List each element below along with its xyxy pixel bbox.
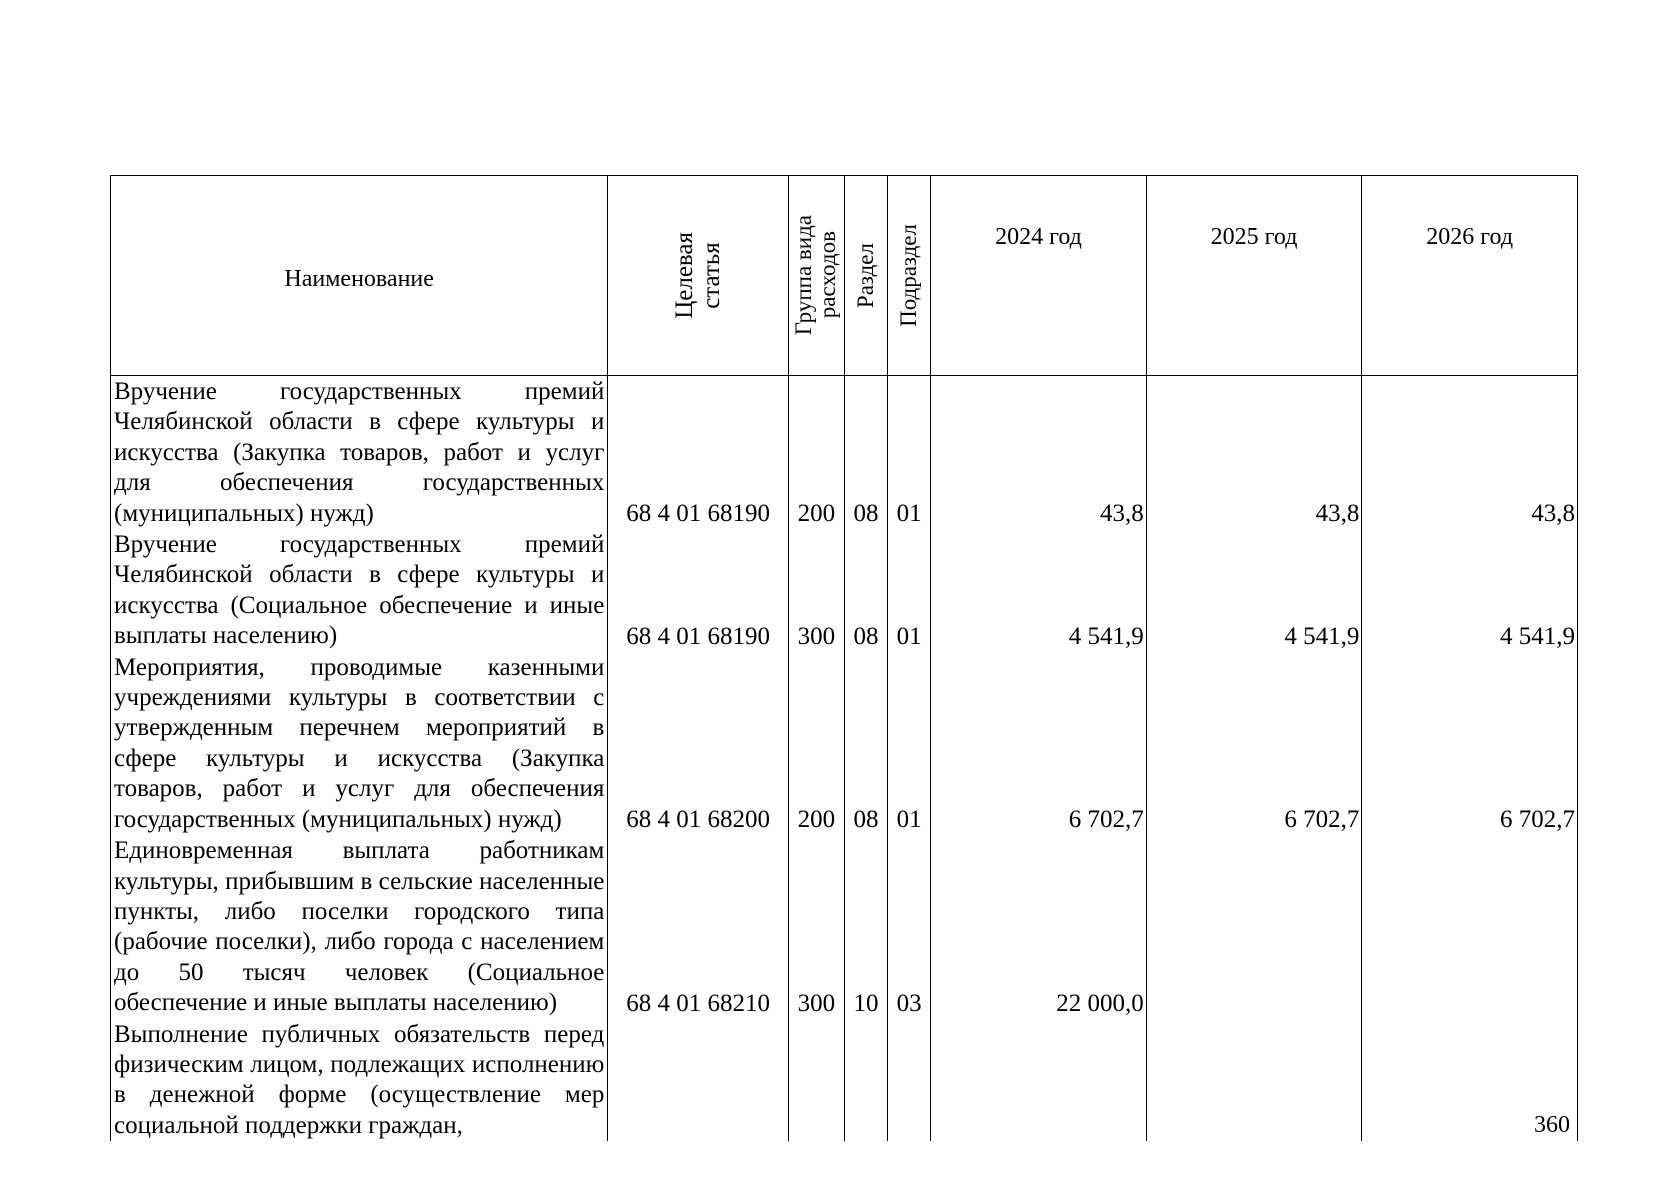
table-row bbox=[111, 376, 1578, 530]
header-section: Раздел bbox=[853, 242, 879, 309]
header-year-2026: 2026 год bbox=[1362, 176, 1578, 376]
row-amount-2025: 43,8 bbox=[1146, 376, 1362, 530]
row-target-article: 68 4 01 68190 bbox=[608, 529, 788, 652]
row-expense-group: 300 bbox=[788, 529, 844, 652]
row-subsection: 01 bbox=[888, 376, 931, 530]
row-target-article: 68 4 01 68200 bbox=[608, 652, 788, 835]
row-subsection bbox=[888, 1019, 931, 1142]
row-amount-2024: 22 000,0 bbox=[931, 835, 1147, 1018]
row-name: Вручение государственных премий Челябинской области в сфере культуры и искусства (Социальное обеспечение и иные выплаты населению) bbox=[111, 529, 608, 652]
header-subsection: Подраздел bbox=[896, 224, 922, 327]
row-target-article: 68 4 01 68190 bbox=[608, 376, 788, 530]
row-expense-group: 200 bbox=[788, 652, 844, 835]
table-header-row bbox=[111, 176, 1578, 376]
row-section: 08 bbox=[844, 652, 887, 835]
row-name: Выполнение публичных обязательств перед физическим лицом, подлежащих исполнению в денежной форме (осуществление мер социальной поддержки граждан, bbox=[111, 1019, 608, 1142]
row-amount-2026: 43,8 bbox=[1362, 376, 1578, 530]
row-amount-2024: 43,8 bbox=[931, 376, 1147, 530]
row-expense-group: 300 bbox=[788, 835, 844, 1018]
row-amount-2025 bbox=[1146, 1019, 1362, 1142]
header-year-2025: 2025 год bbox=[1146, 176, 1362, 376]
row-target-article: 68 4 01 68210 bbox=[608, 835, 788, 1018]
row-section: 08 bbox=[844, 376, 887, 530]
row-expense-group: 200 bbox=[788, 376, 844, 530]
row-amount-2026: 4 541,9 bbox=[1362, 529, 1578, 652]
row-amount-2024: 6 702,7 bbox=[931, 652, 1147, 835]
row-section: 08 bbox=[844, 529, 887, 652]
row-amount-2026: 6 702,7 bbox=[1362, 652, 1578, 835]
row-amount-2025: 6 702,7 bbox=[1146, 652, 1362, 835]
row-section bbox=[844, 1019, 887, 1142]
header-expense-group-cell bbox=[788, 176, 844, 376]
row-subsection: 03 bbox=[888, 835, 931, 1018]
header-target-article: Целевая статья bbox=[671, 232, 726, 319]
header-year-2024: 2024 год bbox=[931, 176, 1147, 376]
row-amount-2024 bbox=[931, 1019, 1147, 1142]
row-subsection: 01 bbox=[888, 652, 931, 835]
header-name: Наименование bbox=[111, 176, 608, 376]
row-expense-group bbox=[788, 1019, 844, 1142]
row-section: 10 bbox=[844, 835, 887, 1018]
table-row bbox=[111, 835, 1578, 1018]
row-name: Единовременная выплата работникам культуры, прибывшим в сельские населенные пункты, либо поселки городского типа (рабочие поселки), либо города с населением до 50 тысяч человек (Социальное обеспечение и иные выплаты населению) bbox=[111, 835, 608, 1018]
row-subsection: 01 bbox=[888, 529, 931, 652]
row-amount-2025 bbox=[1146, 835, 1362, 1018]
row-amount-2024: 4 541,9 bbox=[931, 529, 1147, 652]
budget-table bbox=[110, 175, 1578, 1141]
row-amount-2025: 4 541,9 bbox=[1146, 529, 1362, 652]
page-number: 360 bbox=[1534, 1112, 1570, 1138]
table-row bbox=[111, 652, 1578, 835]
header-target-article-cell bbox=[608, 176, 788, 376]
header-section-cell bbox=[844, 176, 887, 376]
row-target-article bbox=[608, 1019, 788, 1142]
table-row bbox=[111, 1019, 1578, 1142]
header-subsection-cell bbox=[888, 176, 931, 376]
header-expense-group: Группа вида расходов bbox=[791, 215, 841, 336]
row-name: Вручение государственных премий Челябинской области в сфере культуры и искусства (Закупка товаров, работ и услуг для обеспечения государственных (муниципальных) нужд) bbox=[111, 376, 608, 530]
row-name: Мероприятия, проводимые казенными учреждениями культуры в соответствии с утвержденным перечнем мероприятий в сфере культуры и искусства (Закупка товаров, работ и услуг для обеспечения государственных (муниципальных) нужд) bbox=[111, 652, 608, 835]
row-amount-2026 bbox=[1362, 835, 1578, 1018]
table-row bbox=[111, 529, 1578, 652]
